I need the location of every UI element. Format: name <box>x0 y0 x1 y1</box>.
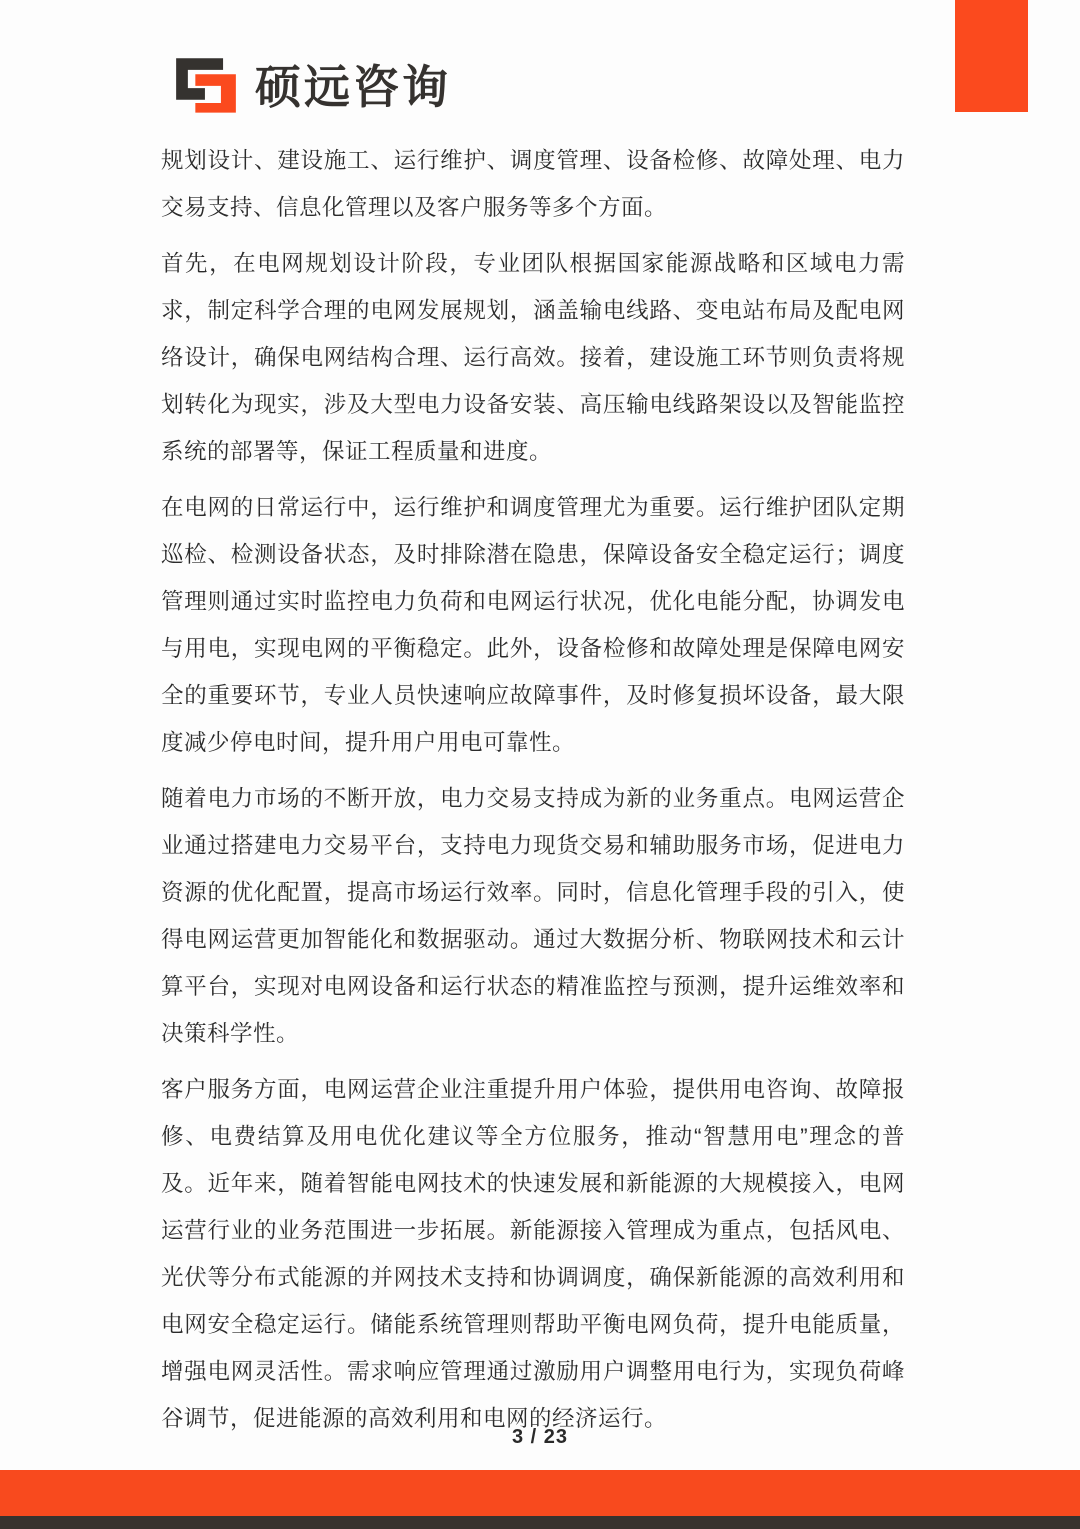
paragraph: 首先，在电网规划设计阶段，专业团队根据国家能源战略和区域电力需求，制定科学合理的电网发展规划，涵盖输电线路、变电站布局及配电网络设计，确保电网结构合理、运行高效。接着，建设施工环节则负责将规划转化为现实，涉及大型电力设备安装、高压输电线路架设以及智能监控系统的部署等，保证工程质量和进度。 <box>161 251 905 464</box>
paragraph: 客户服务方面，电网运营企业注重提升用户体验，提供用电咨询、故障报修、电费结算及用电优化建议等全方位服务，推动“智慧用电”理念的普及。近年来，随着智能电网技术的快速发展和新能源的大规模接入，电网运营行业的业务范围进一步拓展。新能源接入管理成为重点，包括风电、光伏等分布式能源的并网技术支持和协调调度，确保新能源的高效利用和电网安全稳定运行。储能系统管理则帮助平衡电网负荷，提升电能质量，增强电网灵活性。需求响应管理通过激励用户调整用电行为，实现负荷峰谷调节，促进能源的高效利用和电网的经济运行。 <box>161 1077 905 1431</box>
interlocked-squares-icon <box>174 58 238 116</box>
footer-dark-bar <box>0 1516 1080 1529</box>
page-number: 3 / 23 <box>511 1426 569 1448</box>
top-right-accent-block <box>955 0 1028 112</box>
paragraph: 在电网的日常运行中，运行维护和调度管理尤为重要。运行维护团队定期巡检、检测设备状态，及时排除潜在隐患，保障设备安全稳定运行；调度管理则通过实时监控电力负荷和电网运行状况，优化电能分配，协调发电与用电，实现电网的平衡稳定。此外，设备检修和故障处理是保障电网安全的重要环节，专业人员快速响应故障事件，及时修复损坏设备，最大限度减少停电时间，提升用户用电可靠性。 <box>161 495 905 755</box>
brand-wordmark: 硕远咨询 <box>255 61 451 113</box>
paragraph: 随着电力市场的不断开放，电力交易支持成为新的业务重点。电网运营企业通过搭建电力交易平台，支持电力现货交易和辅助服务市场，促进电力资源的优化配置，提高市场运行效率。同时，信息化管理手段的引入，使得电网运营更加智能化和数据驱动。通过大数据分析、物联网技术和云计算平台，实现对电网设备和运行状态的精准监控与预测，提升运维效率和决策科学性。 <box>161 786 905 1046</box>
brand-header <box>174 58 451 116</box>
paragraph: 规划设计、建设施工、运行维护、调度管理、设备检修、故障处理、电力交易支持、信息化管理以及客户服务等多个方面。 <box>161 148 905 220</box>
footer-accent-bar <box>0 1470 1080 1516</box>
document-body <box>161 137 905 1451</box>
